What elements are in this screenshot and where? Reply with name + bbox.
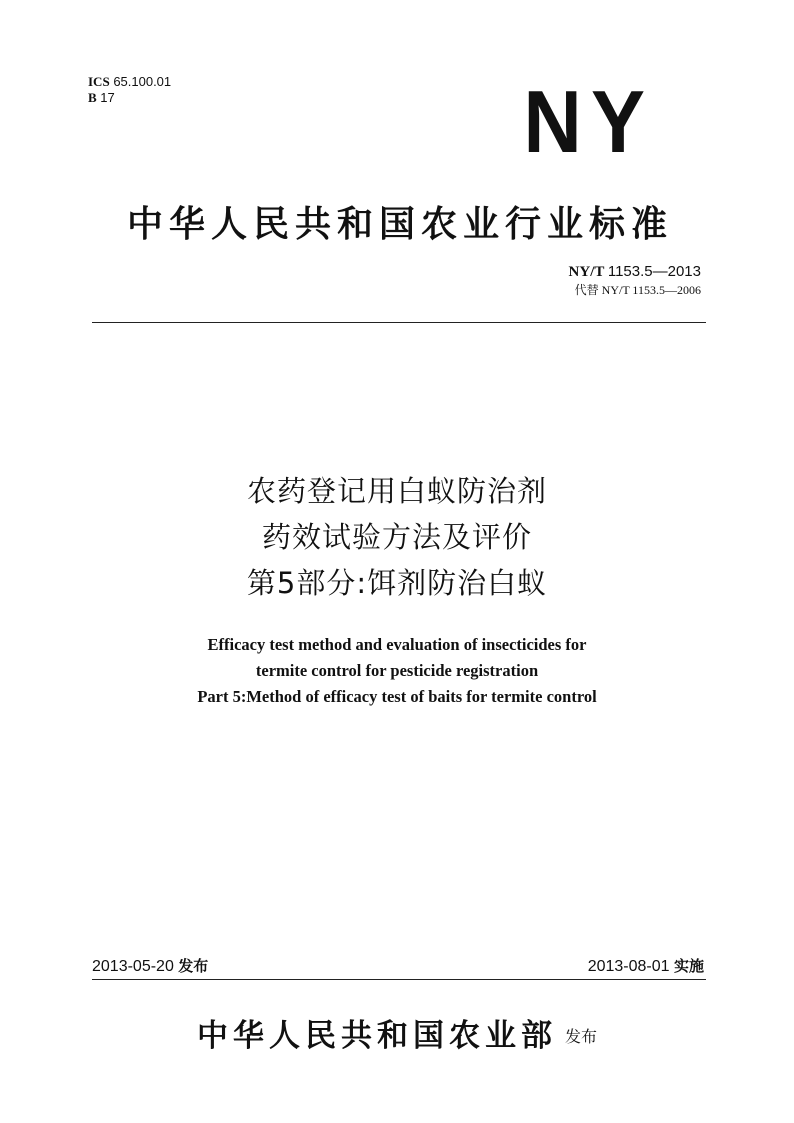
classification-block	[88, 74, 171, 106]
english-title-line-1: Efficacy test method and evaluation of insecticides for	[207, 635, 587, 654]
ny-logo: NY	[523, 72, 654, 171]
implement-date: 2013-08-01	[587, 958, 670, 975]
ics-line	[88, 74, 171, 90]
publisher-org: 中华人民共和国农业部	[196, 1018, 557, 1054]
bottom-divider	[92, 979, 706, 980]
issue-date: 2013-05-20	[92, 958, 174, 975]
chinese-title-line-2: 药效试验方法及评价	[261, 520, 532, 554]
chinese-title-line-3: 第5部分:饵剂防治白蚁	[246, 566, 548, 600]
standard-code-number: 1153.5—2013	[607, 263, 701, 280]
english-title-line-2: termite control for pesticide registration	[255, 661, 539, 680]
english-title-line-3: Part 5:Method of efficacy test of baits for termite control	[197, 687, 597, 706]
implement-date-block	[588, 955, 704, 976]
standard-code	[569, 262, 701, 282]
implement-label: 实施	[673, 957, 704, 975]
standard-code-prefix: NY/T	[568, 264, 605, 280]
publisher-action: 发布	[564, 1027, 597, 1046]
replaces-note: 代替 NY/T 1153.5—2006	[574, 283, 701, 297]
ics-label: ICS	[88, 74, 110, 89]
ics-code: 65.100.01	[113, 74, 172, 89]
publisher-block	[0, 1010, 794, 1055]
standard-code-block	[569, 262, 701, 299]
ccs-line	[88, 90, 171, 106]
issue-date-block	[92, 955, 208, 976]
standard-title: 中华人民共和国农业行业标准	[126, 204, 673, 245]
top-divider	[92, 322, 706, 323]
ccs-code: 17	[100, 90, 115, 105]
ccs-label: B	[88, 90, 97, 105]
issue-label: 发布	[178, 957, 209, 975]
chinese-title-line-1: 农药登记用白蚁防治剂	[246, 474, 547, 508]
english-title	[0, 632, 794, 710]
chinese-title	[0, 468, 794, 606]
